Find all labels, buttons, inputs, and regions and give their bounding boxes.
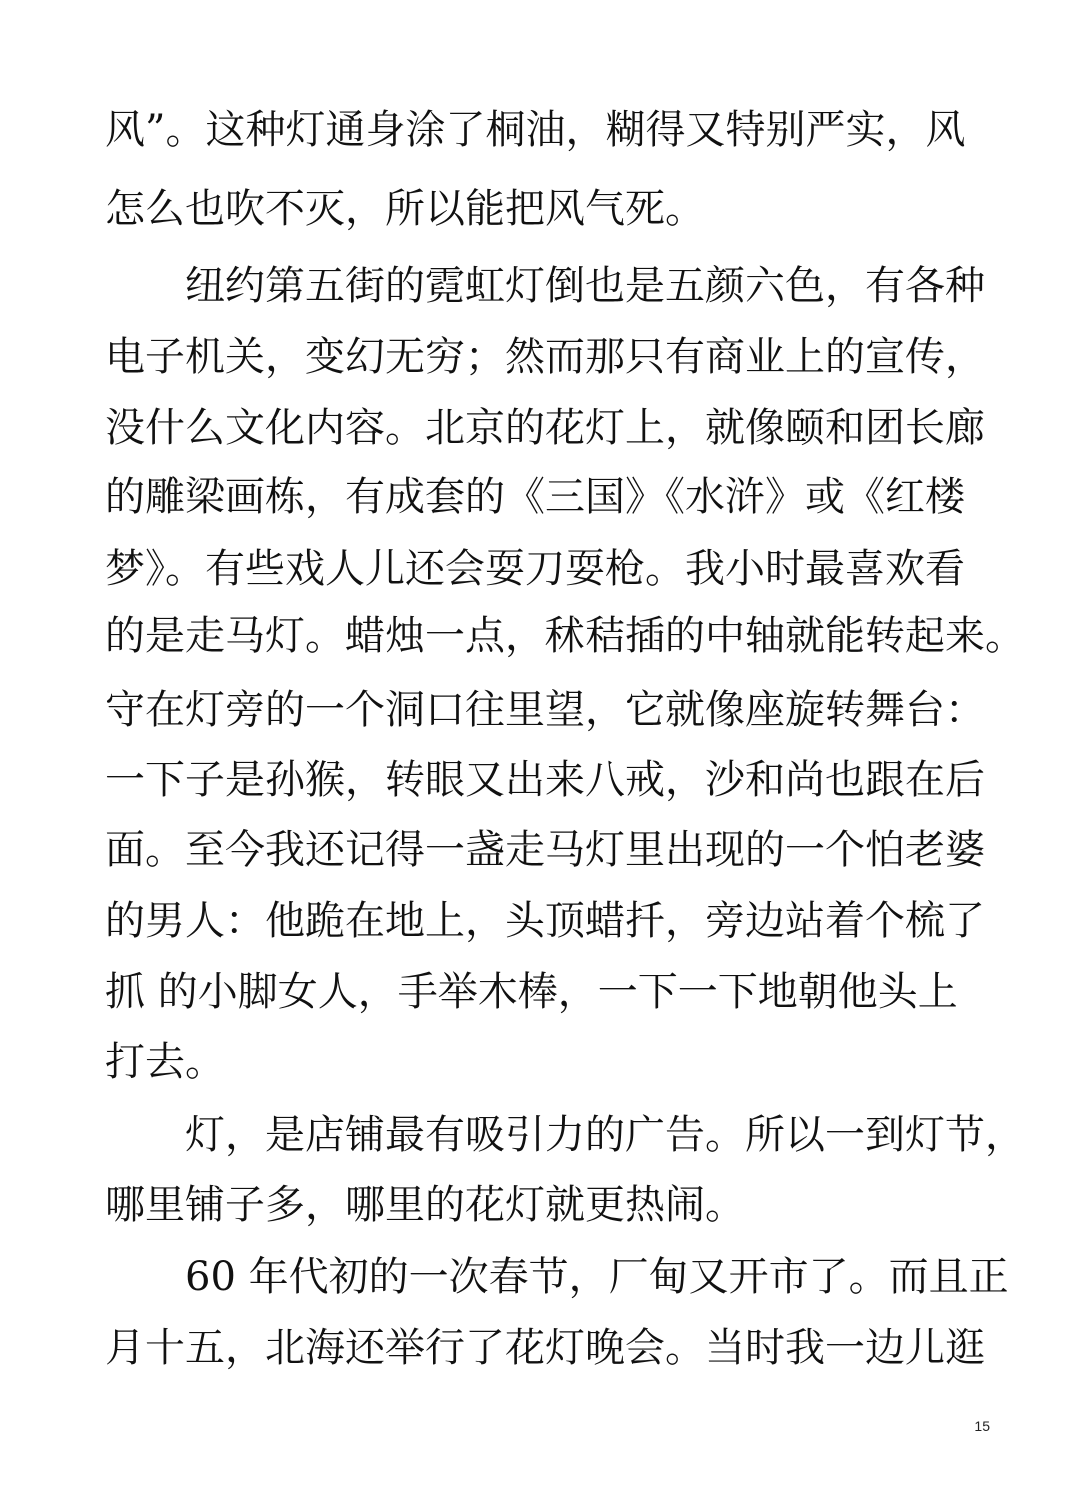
text-line: 电子机关，变幻无穷；然而那只有商业上的宣传， bbox=[105, 334, 985, 380]
paragraph-first-line: 灯，是店铺最有吸引力的广告。所以一到灯节， bbox=[185, 1112, 1025, 1158]
text-line: 面。至今我还记得一盏走马灯里出现的一个怕老婆 bbox=[105, 827, 985, 873]
page-number: 15 bbox=[974, 1418, 990, 1434]
paragraph-first-line: 纽约第五街的霓虹灯倒也是五颜六色，有各种 bbox=[185, 263, 985, 309]
text-line: 一下子是孙猴，转眼又出来八戒，沙和尚也跟在后 bbox=[105, 757, 985, 803]
text-line: 的男人：他跪在地上，头顶蜡扦，旁边站着个梳了 bbox=[105, 898, 985, 944]
text-line: 月十五，北海还举行了花灯晚会。当时我一边儿逛 bbox=[105, 1325, 985, 1371]
text-line: 守在灯旁的一个洞口往里望，它就像座旋转舞台： bbox=[105, 687, 985, 733]
text-line: 打去。 bbox=[105, 1039, 225, 1085]
paragraph-first-line: 60 年代初的一次春节，厂甸又开市了。而且正 bbox=[185, 1254, 1009, 1300]
text-line: 的雕梁画栋，有成套的《三国》《水浒》或《红楼 bbox=[105, 474, 965, 520]
text-line: 抓 的小脚女人，手举木棒，一下一下地朝他头上 bbox=[105, 969, 958, 1015]
text-line: 哪里铺子多，哪里的花灯就更热闹。 bbox=[105, 1182, 745, 1228]
text-line: 怎么也吹不灭，所以能把风气死。 bbox=[105, 186, 705, 232]
text-line: 风”。这种灯通身涂了桐油，糊得又特别严实，风 bbox=[105, 107, 966, 153]
text-line: 的是走马灯。蜡烛一点，秫秸插的中轴就能转起来。 bbox=[105, 613, 1025, 659]
text-line: 没什么文化内容。北京的花灯上，就像颐和团长廊 bbox=[105, 405, 985, 451]
text-line: 梦》。有些戏人儿还会耍刀耍枪。我小时最喜欢看 bbox=[105, 546, 965, 592]
